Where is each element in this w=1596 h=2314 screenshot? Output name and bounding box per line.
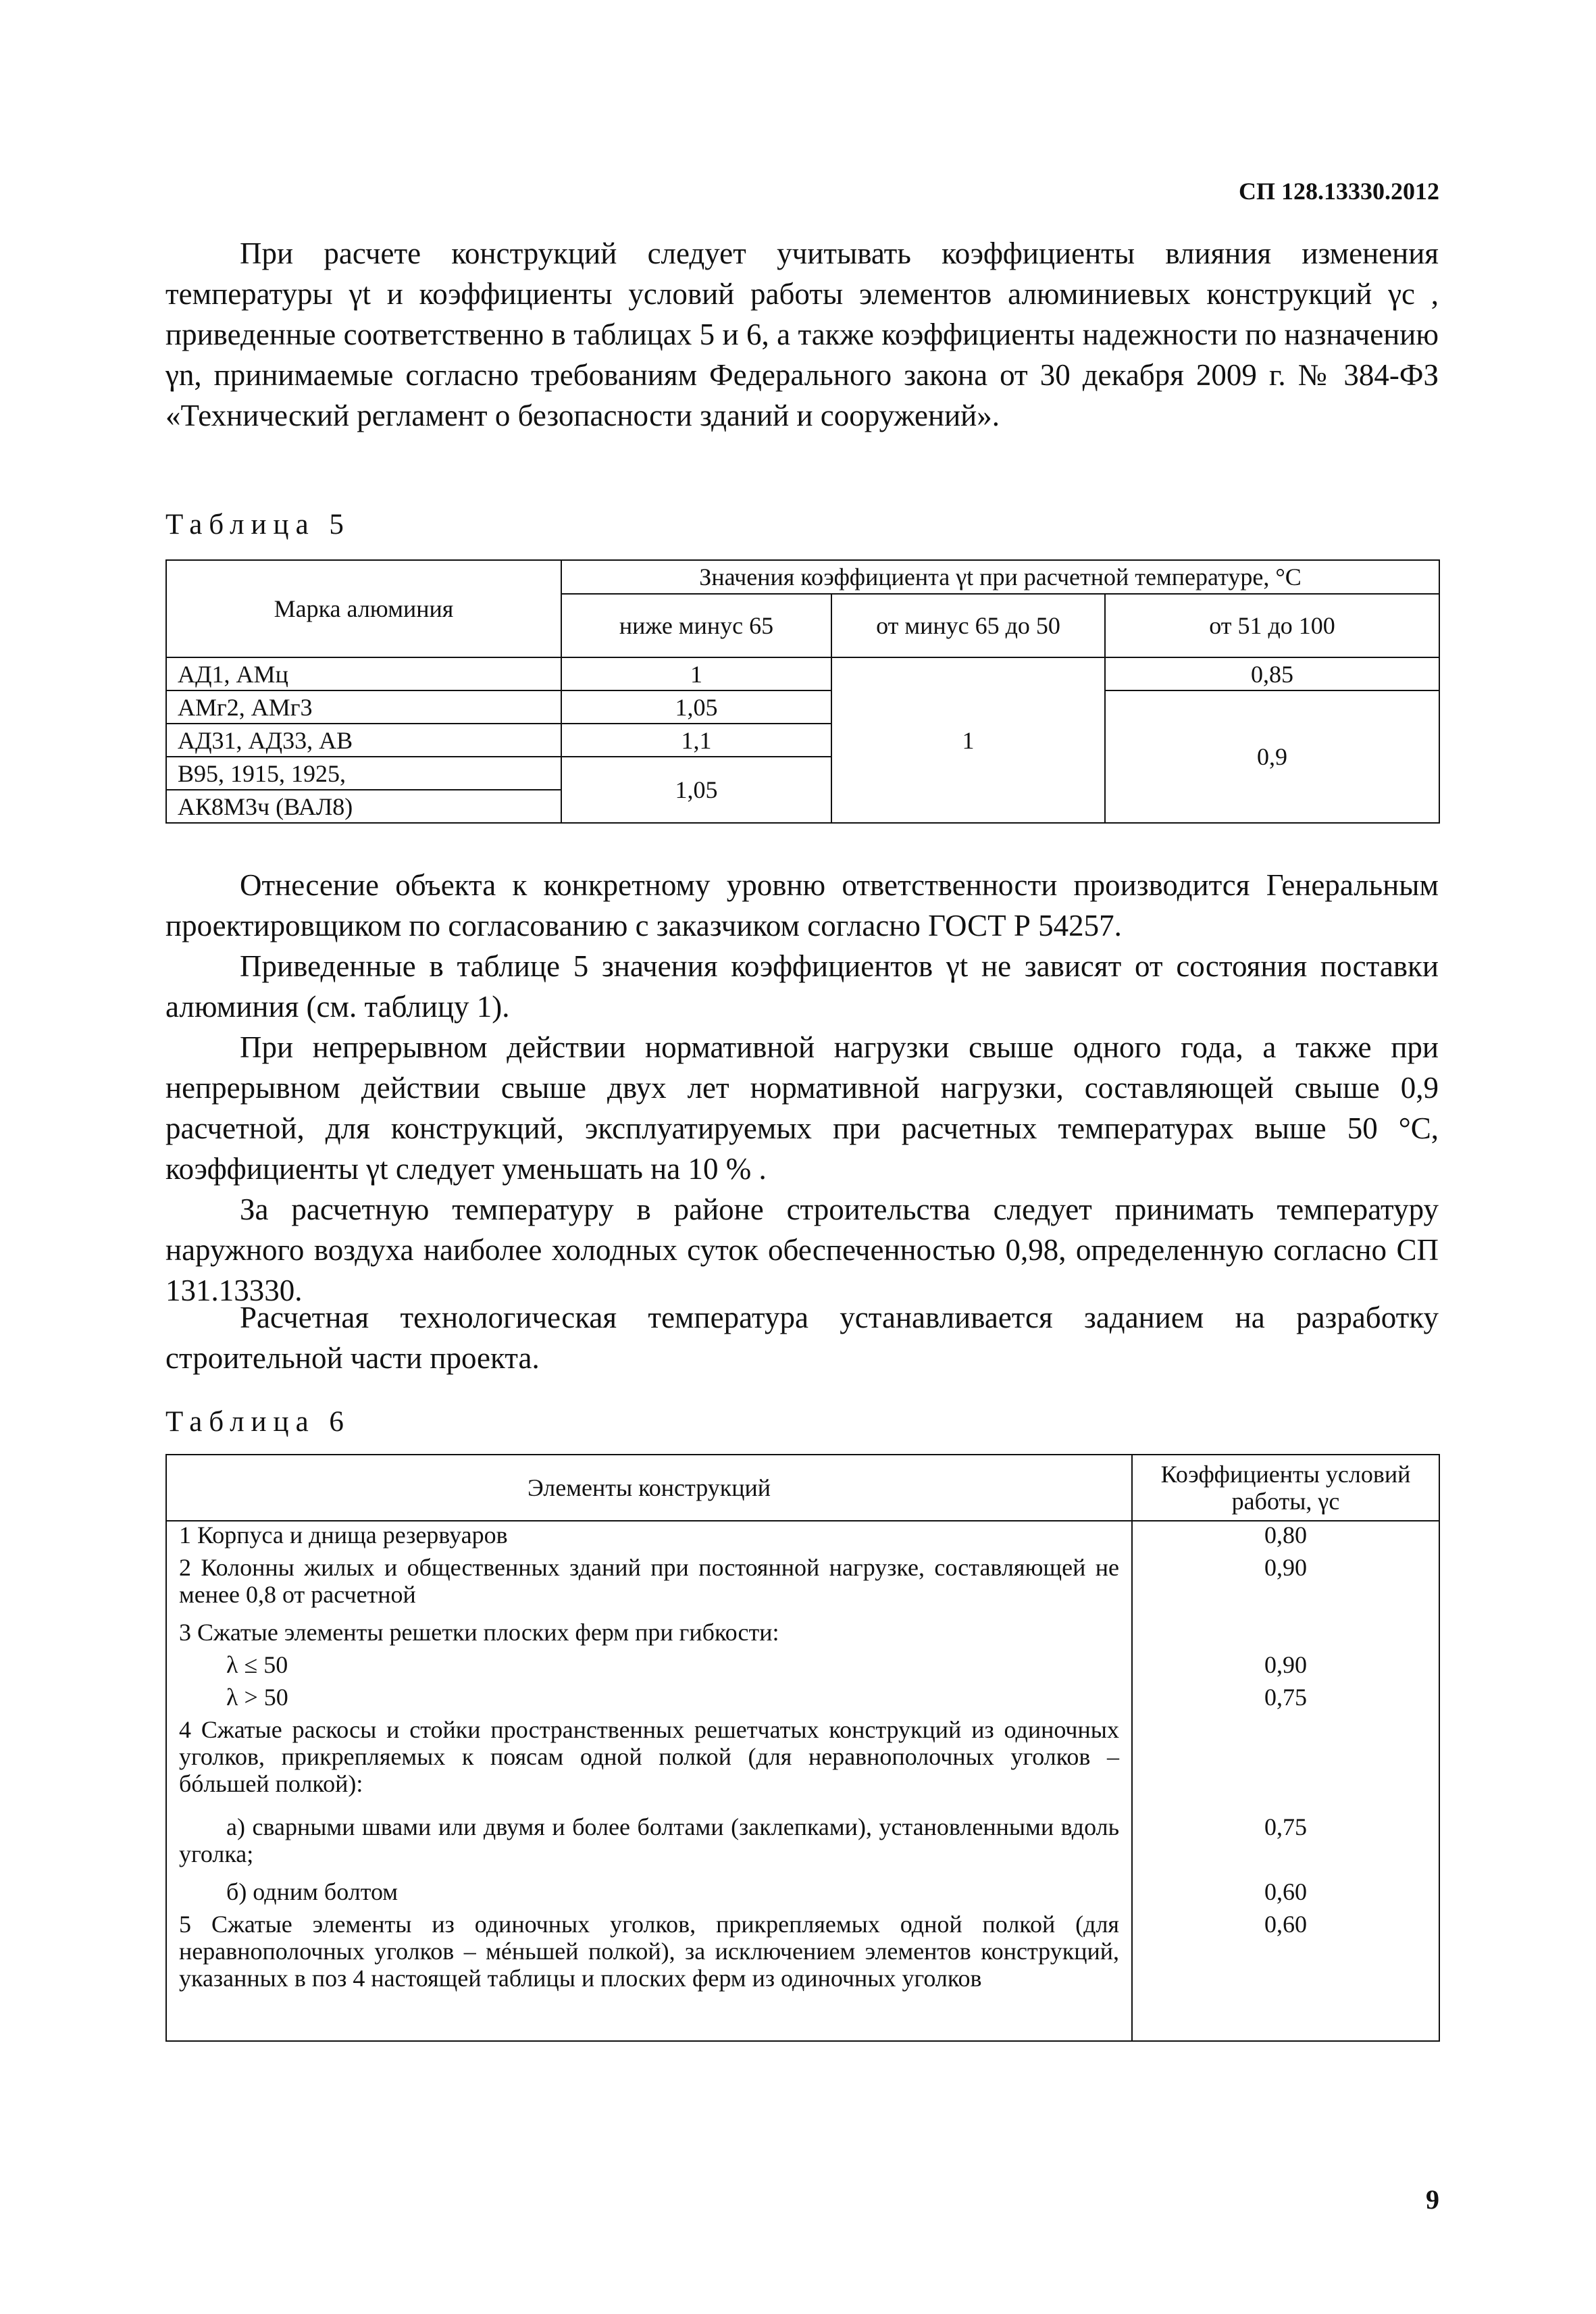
t5-header-below-65: ниже минус 65 bbox=[561, 594, 831, 657]
t5-value-a: 1,05 bbox=[561, 690, 831, 724]
standard-code: СП 128.13330.2012 bbox=[1239, 178, 1439, 205]
paragraph-responsibility: Отнесение объекта к конкретному уровню ответственности производится Генеральным проектировщиком по согласованию с заказчиком согласно ГОСТ Р 54257. bbox=[165, 868, 1439, 942]
t6-value: 0,75 bbox=[1264, 1813, 1307, 1840]
t6-value: 0,90 bbox=[1264, 1651, 1307, 1678]
t6-item: а) сварными швами или двумя и более болтами (заклепками), установленными вдоль уголка; bbox=[179, 1813, 1119, 1867]
t6-item: 4 Сжатые раскосы и стойки пространственных решетчатых конструкций из одиночных уголков, прикрепляемых к поясам одной полкой (для неравнополочных уголков – бóльшей полкой): bbox=[179, 1716, 1119, 1797]
t5-value-a: 1,1 bbox=[561, 724, 831, 757]
t6-item: б) одним болтом bbox=[226, 1878, 398, 1905]
t5-header-65-to-50: от минус 65 до 50 bbox=[831, 594, 1105, 657]
page-number: 9 bbox=[1426, 2184, 1439, 2215]
t6-item: λ > 50 bbox=[226, 1684, 288, 1711]
t6-elements-column bbox=[166, 1521, 1132, 2041]
table6-caption: Таблица 6 bbox=[165, 1406, 351, 1438]
t6-value: 0,60 bbox=[1264, 1911, 1307, 1938]
t5-grade-cell: АД31, АД33, АВ bbox=[166, 724, 561, 757]
t5-grade-cell: АМг2, АМг3 bbox=[166, 690, 561, 724]
t5-value-b-merged: 1 bbox=[831, 657, 1105, 823]
t5-value-a-merged: 1,05 bbox=[561, 757, 831, 823]
t5-header-51-to-100: от 51 до 100 bbox=[1105, 594, 1439, 657]
t5-grade-cell: В95, 1915, 1925, bbox=[166, 757, 561, 790]
t5-value-c: 0,85 bbox=[1105, 657, 1439, 690]
t5-grade-cell: АК8М3ч (ВАЛ8) bbox=[166, 790, 561, 823]
t5-header-grade: Марка алюминия bbox=[166, 560, 561, 657]
t6-value: 0,60 bbox=[1264, 1878, 1307, 1905]
paragraph-continuous-load: При непрерывном действии нормативной нагрузки свыше одного года, а также при непрерывном действии свыше двух лет нормативной нагрузки, составляющей свыше 0,9 расчетной, для конструкций, эксплуатируемых при расчетных температурах выше 50 °С, коэффициенты γt следует уменьшать на 10 % . bbox=[165, 1030, 1439, 1186]
paragraph-table5-note: Приведенные в таблице 5 значения коэффициентов γt не зависят от состояния поставки алюминия (см. таблицу 1). bbox=[165, 949, 1439, 1024]
t6-value: 0,90 bbox=[1264, 1554, 1307, 1581]
t5-value-a: 1 bbox=[561, 657, 831, 690]
t6-item: 3 Сжатые элементы решетки плоских ферм при гибкости: bbox=[179, 1619, 779, 1646]
paragraph-coefficients: При расчете конструкций следует учитывать коэффициенты влияния изменения температуры γt и коэффициенты условий работы элементов алюминиевых конструкций γc , приведенные соответственно в таблицах 5 и 6, а также коэффициенты надежности по назначению γn, принимаемые согласно требованиям Федерального закона от 30 декабря 2009 г. № 384-ФЗ «Технический регламент о безопасности зданий и сооружений». bbox=[165, 236, 1439, 432]
t6-item: λ ≤ 50 bbox=[226, 1651, 288, 1678]
table5-caption: Таблица 5 bbox=[165, 509, 351, 540]
t6-value: 0,75 bbox=[1264, 1684, 1307, 1711]
t6-item: 1 Корпуса и днища резервуаров bbox=[179, 1521, 508, 1549]
t6-values-column bbox=[1132, 1521, 1439, 2041]
t6-item: 5 Сжатые элементы из одиночных уголков, прикрепляемых одной полкой (для неравнополочных уголков – мéньшей полкой), за исключением элементов конструкций, указанных в поз 4 настоящей таблицы и плоских ферм из одиночных уголков bbox=[179, 1911, 1119, 1992]
paragraph-design-temperature: За расчетную температуру в районе строительства следует принимать температуру наружного воздуха наиболее холодных суток обеспеченностью 0,98, определенную согласно СП 131.13330. bbox=[165, 1192, 1439, 1307]
t6-value bbox=[1133, 1716, 1439, 1813]
t6-header-elements: Элементы конструкций bbox=[166, 1455, 1132, 1521]
t5-grade-cell: АД1, АМц bbox=[166, 657, 561, 690]
t6-item: 2 Колонны жилых и общественных зданий при постоянной нагрузке, составляющей не менее 0,8 от расчетной bbox=[179, 1554, 1119, 1608]
t6-header-coefficient: Коэффициенты условий работы, γc bbox=[1132, 1455, 1439, 1521]
t5-value-c-merged: 0,9 bbox=[1105, 690, 1439, 823]
paragraph-technological-temperature: Расчетная технологическая температура устанавливается заданием на разработку строительной части проекта. bbox=[165, 1301, 1439, 1375]
table-6 bbox=[165, 1454, 1440, 2042]
t5-header-group: Значения коэффициента γt при расчетной температуре, °С bbox=[561, 560, 1439, 594]
t6-value: 0,80 bbox=[1264, 1521, 1307, 1549]
t6-value bbox=[1133, 1619, 1439, 1651]
table-5 bbox=[165, 559, 1440, 824]
